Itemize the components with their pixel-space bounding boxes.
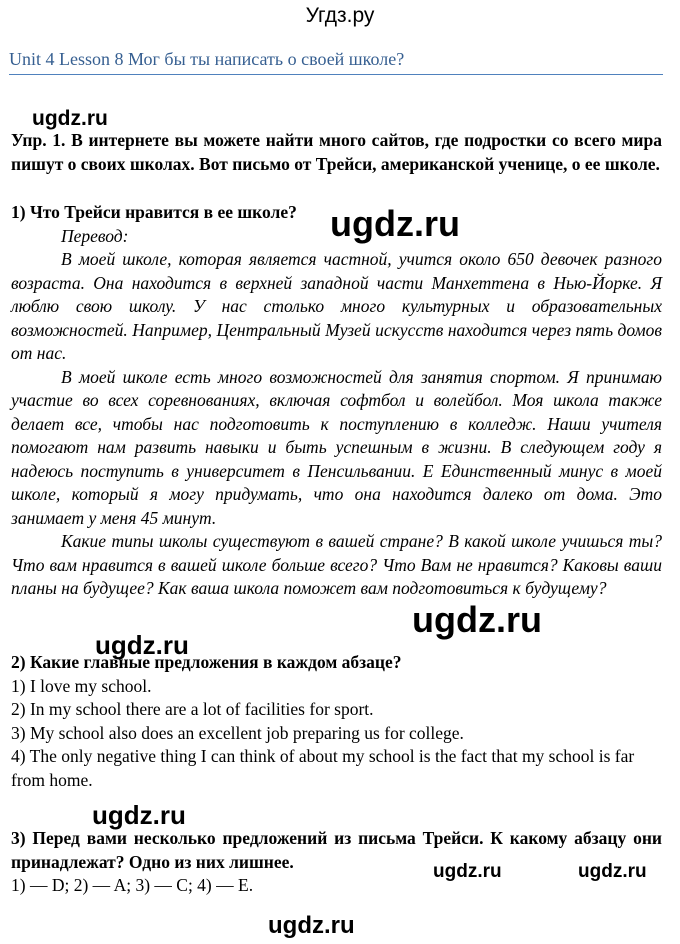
watermark: ugdz.ru: [412, 599, 542, 640]
answer-2-4: 4) The only negative thing I can think of about my school is the fact that my school is far from home.: [11, 746, 635, 790]
question-1-block: [11, 201, 662, 601]
exercise-intro: [11, 129, 662, 176]
watermark: ugdz.ru: [433, 861, 502, 882]
answer-2-3: 3) My school also does an excellent job preparing us for college.: [11, 722, 464, 743]
question-1: 1) Что Трейси нравится в ее школе?: [11, 202, 297, 222]
question-3: 3) Перед вами несколько предложений из письма Трейси. К какому абзацу они принадлежат? Одно из них лишнее.: [11, 828, 662, 872]
site-title: Угдз.ру: [305, 4, 375, 27]
answer-2-2: 2) In my school there are a lot of facilities for sport.: [11, 699, 374, 719]
watermark: ugdz.ru: [95, 630, 189, 660]
watermark: ugdz.ru: [92, 800, 186, 830]
translation-label: Перевод:: [61, 225, 129, 246]
paragraph-3: Какие типы школы существуют в вашей стране? В какой школе учишься ты? Что вам нравится в вашей школе больше всего? Что Вам не нравится? Каковы ваши планы на будущее? Как ваша школа поможет вам подготовиться к будущему?: [11, 531, 662, 598]
watermark: ugdz.ru: [32, 107, 108, 130]
answer-2-1: 1) I love my school.: [11, 675, 152, 696]
paragraph-2: В моей школе есть много возможностей для занятия спортом. Я принимаю участие во всех соревнованиях, включая софтбол и волейбол. Моя школа также делает все, чтобы нас подготовить к поступлению в колледж. Наши учителя помогают нам развить навыки и быть успешным в жизни. В следующем году я надеюсь поступить в университет в Пенсильвании. Е Единственный минус в моей школе, который я могу придумать, что она находится далеко от дома. Это занимает у меня 45 минут.: [11, 366, 662, 528]
watermark: ugdz.ru: [578, 861, 647, 882]
header-divider: [9, 74, 663, 75]
task-intro: Упр. 1. В интернете вы можете найти много сайтов, где подростки со всего мира пишут о своих школах. Вот письмо от Трейси, американской ученице, о ее школе.: [11, 130, 662, 174]
paragraph-1: В моей школе, которая является частной, учится около 650 девочек разного возраста. Она находится в верхней западной части Манхеттена в Нью-Йорке. Я люблю свою школу. У нас столько много культурных и образовательных возможностей. Например, Центральный Музей искусств находится через пять домов от нас.: [11, 249, 662, 363]
question-2: 2) Какие главные предложения в каждом абзаце?: [11, 652, 402, 672]
answer-3: 1) — D; 2) — A; 3) — C; 4) — E.: [11, 875, 254, 895]
watermark: ugdz.ru: [268, 912, 355, 939]
lesson-header: Unit 4 Lesson 8 Мог бы ты написать о своей школе?: [9, 49, 405, 69]
watermark: ugdz.ru: [330, 203, 460, 244]
question-2-block: [11, 651, 662, 792]
